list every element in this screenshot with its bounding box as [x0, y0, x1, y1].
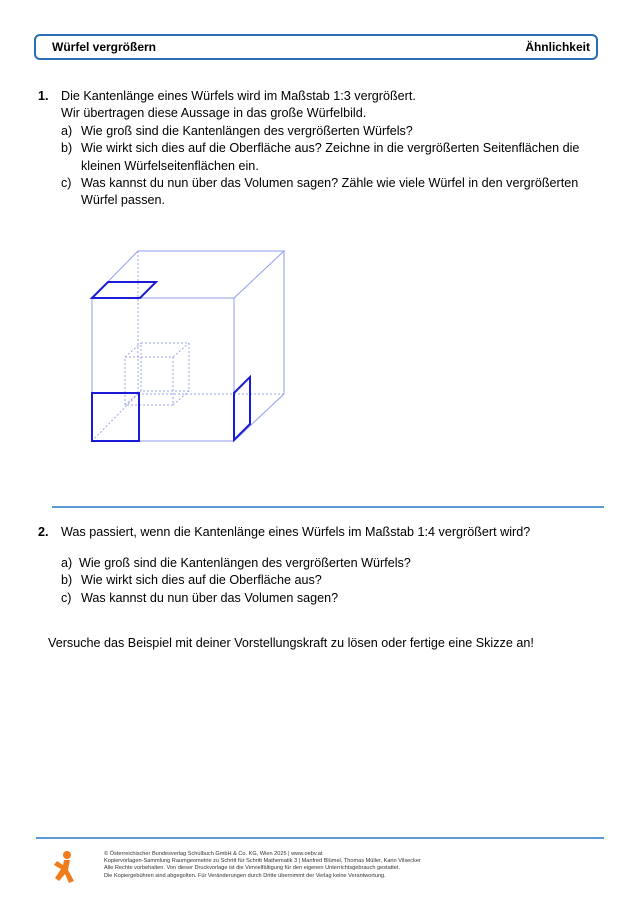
- task-2: [38, 524, 608, 654]
- section-divider: [52, 506, 604, 508]
- item-text: Wie wirkt sich dies auf die Oberfläche aus?: [81, 573, 322, 588]
- item-marker: b): [61, 141, 73, 156]
- task-text-line: Die Kantenlänge eines Würfels wird im Maßstab 1:3 vergrößert.: [61, 89, 416, 103]
- task-question: Was passiert, wenn die Kantenlänge eines Würfels im Maßstab 1:4 vergrößert wird?: [61, 525, 531, 539]
- logo-body: [54, 860, 74, 883]
- small-cube: [125, 343, 189, 405]
- item-text: Würfel passen.: [81, 193, 165, 208]
- footer-line: Die Kopiergebühren sind abgegolten. Für Veränderungen durch Dritte übernimmt der Verlag keine Verantwortung.: [104, 872, 386, 879]
- logo-head: [63, 851, 71, 859]
- small-cube-front: [125, 357, 173, 405]
- footer-line: © Österreichischer Bundesverlag Schulbuch GmbH & Co. KG, Wien 2025 | www.oebv.at: [104, 851, 323, 857]
- item-text: Was kannst du nun über das Volumen sagen?: [81, 590, 339, 605]
- task-text-line: Wir übertragen diese Aussage in das große Würfelbild.: [61, 106, 367, 121]
- item-text: Was kannst du nun über das Volumen sagen? Zähle wie viele Würfel in den vergrößerten: [81, 176, 579, 190]
- item-text: Wie wirkt sich dies auf die Oberfläche aus? Zeichne in die vergrößerten Seitenflächen die: [81, 141, 580, 156]
- worksheet-topic: Ähnlichkeit: [525, 40, 590, 54]
- small-cube-back: [141, 343, 189, 391]
- footer-divider: [36, 837, 604, 839]
- item-text: Wie groß sind die Kantenlängen des vergrößerten Würfels?: [79, 556, 411, 570]
- footer-line: Kopiervorlagen-Sammlung Raumgeometrie zu Schritt für Schritt Mathematik 3 | Manfred Blümel, Thomas Müller, Karin Vilsecker: [104, 858, 421, 865]
- footer-line: Alle Rechte vorbehalten. Von dieser Druckvorlage ist die Vervielfältigung für den eigenen Unterrichtsgebrauch gestattet.: [104, 865, 401, 872]
- item-marker: c): [61, 176, 72, 190]
- item-marker: b): [61, 573, 73, 588]
- small-cube-edge: [173, 391, 189, 405]
- item-marker: c): [61, 590, 72, 605]
- cube-right-edges: [234, 251, 284, 441]
- side-face-square: [234, 377, 250, 440]
- footer-text: [104, 851, 421, 880]
- worksheet-title: Würfel vergrößern: [52, 40, 157, 54]
- item-text: kleinen Würfelseitenflächen ein.: [81, 158, 259, 173]
- task-hint: Versuche das Beispiel mit deiner Vorstellungskraft zu lösen oder fertige eine Skizze an!: [48, 636, 534, 650]
- hidden-edge: [92, 394, 138, 441]
- item-marker: a): [61, 123, 73, 138]
- top-face-square: [92, 282, 156, 298]
- large-cube: [92, 251, 284, 441]
- task-number: 2.: [38, 525, 49, 539]
- task-number: 1.: [38, 89, 49, 103]
- hidden-edges: [92, 251, 284, 441]
- small-cube-edge: [173, 343, 189, 357]
- small-cube-edge: [125, 343, 141, 357]
- cube-front-face: [92, 298, 234, 441]
- item-text: Wie groß sind die Kantenlängen des vergrößerten Würfels?: [81, 123, 413, 138]
- cube-top-edges: [92, 251, 284, 298]
- item-marker: a): [61, 556, 73, 570]
- publisher-logo: [50, 850, 80, 884]
